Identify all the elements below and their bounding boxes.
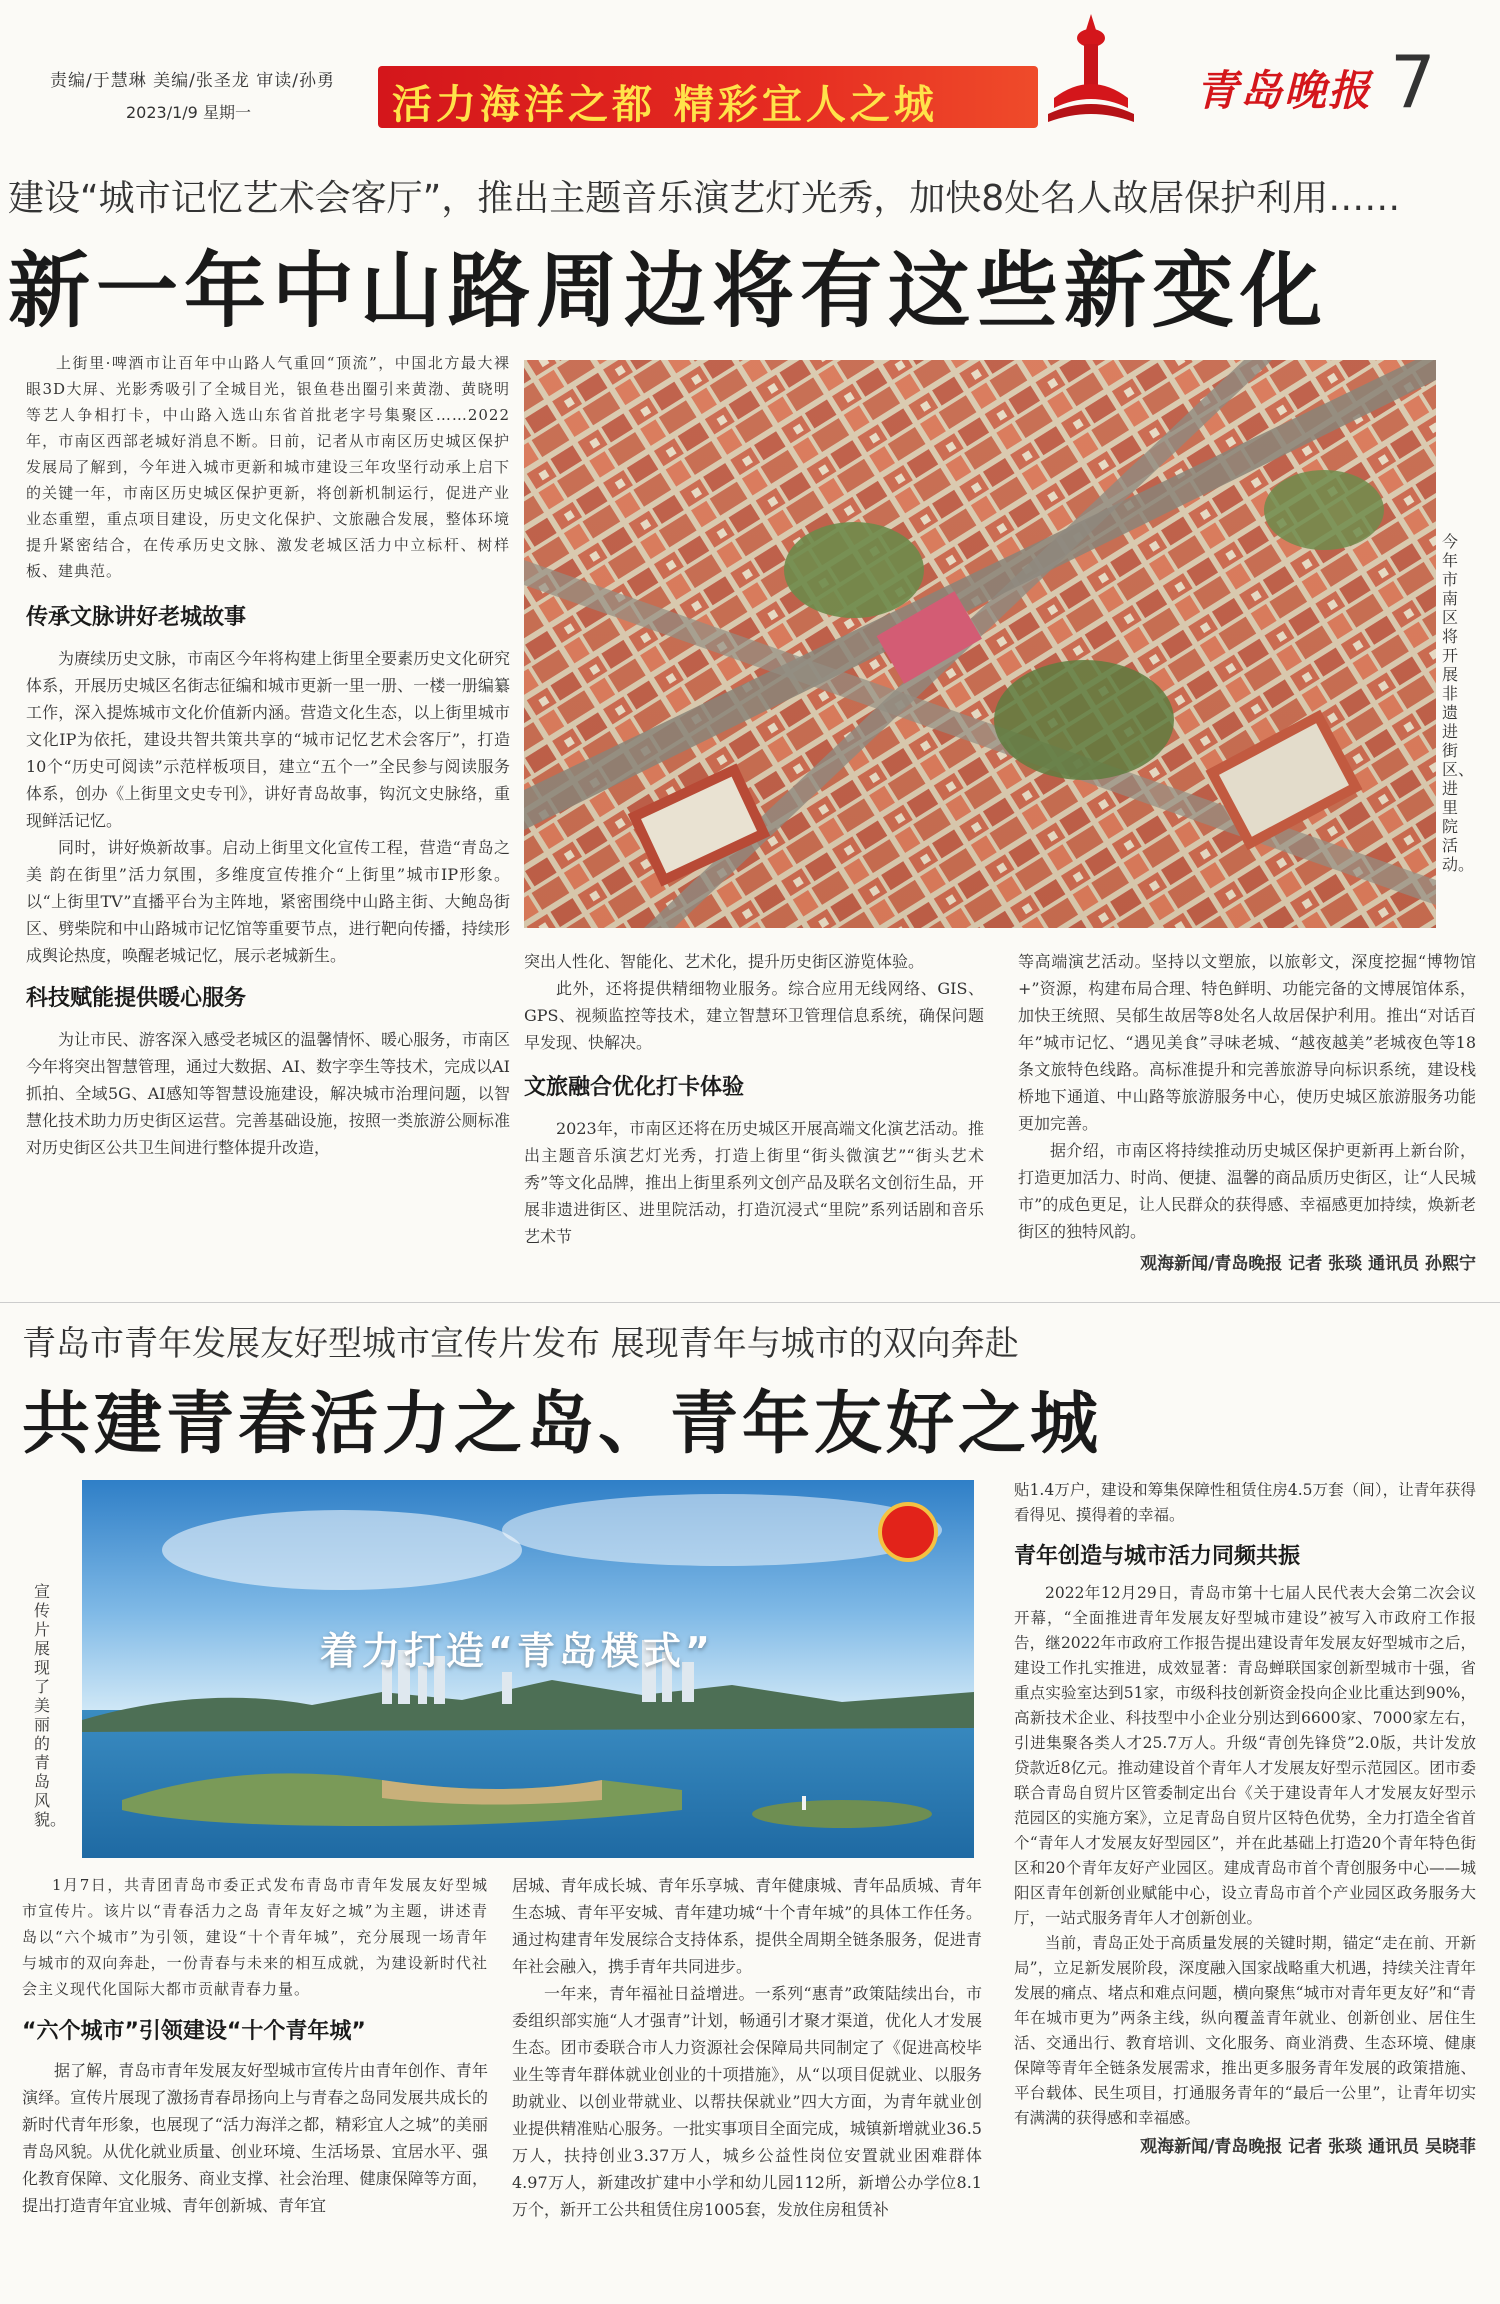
- article2-paragraph: 据了解，青岛市青年发展友好型城市宣传片由青年创作、青年演绎。宣传片展现了激扬青春昂扬向上与青春之岛同发展共成长的新时代青年形象，也展现了“活力海洋之都，精彩宜人之城”的美丽青岛风貌。从优化就业质量、创业环境、生活场景、宜居水平、强化教育保障、文化服务、商业支撑、社会治理、健康保障等方面，提出打造青年宜业城、青年创新城、青年宜: [22, 2061, 488, 2215]
- article1-column-3: [1018, 948, 1476, 1278]
- article2-subhead-2: 青年创造与城市活力同频共振: [1014, 1544, 1301, 1569]
- article2-paragraph: 居城、青年成长城、青年乐享城、青年健康城、青年品质城、青年生态城、青年平安城、青年建功城“十个青年城”的具体工作任务。通过构建青年发展综合支持体系，提供全周期全链条服务，促进青年社会融入，携手青年共同进步。: [512, 1876, 982, 1976]
- article1-paragraph: 为赓续历史文脉，市南区今年将构建上街里全要素历史文化研究体系，开展历史城区名街志征编和城市更新一里一册、一楼一册编纂工作，深入提炼城市文化价值新内涵。营造文化生态，以上街里城市文化IP为依托，建设共智共策共享的“城市记忆艺术会客厅”，打造10个“历史可阅读”示范样板项目，建立“五个一”全民参与阅读服务体系，创办《上街里文史专刊》，讲好青岛故事，钩沉文史脉络，重现鲜活记忆。: [26, 649, 510, 830]
- aerial-city-photo: [524, 360, 1436, 928]
- article1-paragraph: 此外，还将提供精细物业服务。综合应用无线网络、GIS、GPS、视频监控等技术，建立智慧环卫管理信息系统，确保问题早发现、快解决。: [524, 979, 984, 1052]
- aerial-photo-caption: 今年市南区将开展非遗进街区、进里院活动。: [1442, 532, 1475, 874]
- article2-column-1: [22, 1872, 488, 2219]
- article2-column-3: [1014, 1478, 1476, 2160]
- article1-paragraph: 2023年，市南区还将在历史城区开展高端文化演艺活动。推出主题音乐演艺灯光秀，打造上街里“街头微演艺”“街头艺术秀”等文化品牌，推出上街里系列文创产品及联名文创衍生品，开展非遗进街区、进里院活动，打造沉浸式“里院”系列话剧和音乐艺术节: [524, 1119, 984, 1246]
- article1-paragraph: 为让市民、游客深入感受老城区的温馨情怀、暖心服务，市南区今年将突出智慧管理，通过大数据、AI、数字孪生等技术，完成以AI抓拍、全域5G、AI感知等智慧设施建设，解决城市治理问题，以智慧化技术助力历史街区运营。完善基础设施，按照一类旅游公厕标准对历史街区公共卫生间进行整体提升改造，: [26, 1030, 510, 1157]
- article1-paragraph: 同时，讲好焕新故事。启动上街里文化宣传工程，营造“青岛之美 韵在街里”活力氛围，多维度宣传推介“上街里”城市IP形象。以“上街里TV”直播平台为主阵地，紧密围绕中山路主街、大鲍岛街区、劈柴院和中山路城市记忆馆等重要节点，进行靶向传播，持续形成舆论热度，唤醒老城记忆，展示老城新生。: [26, 838, 510, 965]
- article1-subhead-1: 传承文脉讲好老城故事: [26, 605, 247, 630]
- article1-kicker: 建设“城市记忆艺术会客厅”，推出主题音乐演艺灯光秀，加快8处名人故居保护利用……: [8, 178, 1401, 219]
- editor-credits: 责编/于慧琳 美编/张圣龙 审读/孙勇: [50, 71, 335, 91]
- article1-paragraph: 等高端演艺活动。坚持以文塑旅，以旅彰文，深度挖掘“博物馆+”资源，构建布局合理、特色鲜明、功能完备的文博展馆体系，加快王统照、吴郁生故居等8处名人故居保护利用。推出“对话百年”城市记忆、“遇见美食”寻味老城、“越夜越美”老城夜色等18条文旅特色线路。高标准提升和完善旅游导向标识系统，建设栈桥地下通道、中山路等旅游服务中心，使历史城区旅游服务功能更加完善。: [1018, 952, 1476, 1133]
- article1-headline: 新一年中山路周边将有这些新变化: [8, 244, 1329, 339]
- article1-lead: 上街里·啤酒市让百年中山路人气重回“顶流”，中国北方最大裸眼3D大屏、光影秀吸引了全城目光，银鱼巷出圈引来黄渤、黄晓明等艺人争相打卡，中山路入选山东省首批老字号集聚区……2022年，市南区西部老城好消息不断。日前，记者从市南区历史城区保护发展局了解到，今年进入城市更新和城市建设三年攻坚行动承上启下的关键一年，市南区历史城区保护更新，将创新机制运行，促进产业业态重塑，重点项目建设，历史文化保护、文旅融合发展，整体环境提升紧密结合，在传承历史文脉、激发老城区活力中立标杆、树样板、建典范。: [26, 354, 510, 580]
- article2-column-2: [512, 1872, 982, 2223]
- article1-column-2: [524, 948, 984, 1250]
- issue-date: 2023/1/9 星期一: [126, 103, 251, 122]
- photo-slogan: 着力打造“青岛模式”: [320, 1629, 714, 1673]
- article2-kicker: 青岛市青年发展友好型城市宣传片发布 展现青年与城市的双向奔赴: [22, 1324, 1019, 1364]
- aerial-city-illustration: [524, 360, 1436, 928]
- tower-logo-icon: [1046, 10, 1136, 130]
- newspaper-name: 青岛晚报: [1196, 66, 1373, 115]
- article2-paragraph: 当前，青岛正处于高质量发展的关键时期，锚定“走在前、开新局”，立足新发展阶段，深度融入国家战略重大机遇，持续关注青年发展的痛点、堵点和难点问题，横向聚焦“城市对青年更友好”和“青年在城市更为”两条主线，纵向覆盖青年就业、创新创业、居住生活、交通出行、教育培训、文化服务、商业消费、生态环境、健康保障等青年全链条发展需求，推出更多服务青年发展的政策措施、平台载体、民生项目，打通服务青年的“最后一公里”，让青年切实有满满的获得感和幸福感。: [1014, 1934, 1476, 2127]
- article2-lead: 1月7日，共青团青岛市委正式发布青岛市青年发展友好型城市宣传片。该片以“青春活力之岛 青年友好之城”为主题，讲述青岛以“六个城市”为引领，建设“十个青年城”，充分展现一场青年与城市的双向奔赴，一份青春与未来的相互成就，为建设新时代社会主义现代化国际大都市贡献青春力量。: [22, 1876, 488, 1998]
- article1-paragraph: 突出人性化、智能化、艺术化，提升历史街区游览体验。: [524, 952, 925, 971]
- article1-paragraph: 据介绍，市南区将持续推动历史城区保护更新再上新台阶，打造更加活力、时尚、便捷、温馨的商品质历史街区，让“人民城市”的成色更足，让人民群众的获得感、幸福感更加持续，焕新老街区的独特风韵。: [1018, 1141, 1476, 1241]
- article2-headline: 共建青春活力之岛、青年友好之城: [22, 1385, 1103, 1464]
- youth-league-emblem-icon: [878, 1502, 938, 1562]
- article2-paragraph: 一年来，青年福祉日益增进。一系列“惠青”政策陆续出台，市委组织部实施“人才强青”计划，畅通引才聚才渠道，优化人才发展生态。团市委联合市人力资源社会保障局共同制定了《促进高校毕业生等青年群体就业创业的十项措施》，从“以项目促就业、以服务助就业、以创业带就业、以帮扶保就业”四大方面，为青年就业创业提供精准贴心服务。一批实事项目全面完成，城镇新增就业36.5万人，扶持创业3.37万人，城乡公益性岗位安置就业困难群体4.97万人，新建改扩建中小学和幼儿园112所，新增公办学位8.1万个，新开工公共租赁住房1005套，发放住房租赁补: [512, 1984, 982, 2219]
- section-divider: [0, 1302, 1500, 1303]
- article2-paragraph: 2022年12月29日，青岛市第十七届人民代表大会第二次会议开幕，“全面推进青年发展友好型城市建设”被写入市政府工作报告，继2022年市政府工作报告提出建设青年发展友好型城市之后，建设工作扎实推进，成效显著：青岛蝉联国家创新型城市十强，省重点实验室达到51家，市级科技创新资金投向企业比重达到90%，高新技术企业、科技型中小企业分别达到6600家、7000家左右，引进集聚各类人才25.7万人。升级“青创先锋贷”2.0版，共计发放贷款近8亿元。推动建设首个青年人才发展友好型示范园区。团市委联合青岛自贸片区管委制定出台《关于建设青年人才发展友好型示范园区的实施方案》，立足青岛自贸片区特色优势，全力打造全省首个“青年人才发展友好型园区”，并在此基础上打造20个青年特色街区和20个青年友好产业园区。建成青岛市首个青创服务中心——城阳区青年创新创业赋能中心，设立青岛市首个产业园区政务服务大厅，一站式服务青年人才创新创业。: [1014, 1584, 1476, 1927]
- article1-column-1: [26, 350, 510, 1161]
- article2-byline: 观海新闻/青岛晚报 记者 张琰 通讯员 吴晓菲: [1140, 2137, 1476, 2157]
- article1-subhead-2: 科技赋能提供暖心服务: [26, 986, 247, 1011]
- scenery-photo-caption: 宣传片展现了美丽的青岛风貌。: [34, 1582, 67, 1829]
- page-number: 7: [1390, 40, 1436, 124]
- article1-subhead-3: 文旅融合优化打卡体验: [524, 1075, 745, 1100]
- article2-subhead-1: “六个城市”引领建设“十个青年城”: [22, 2019, 366, 2044]
- slogan-banner-text: 活力海洋之都 精彩宜人之城: [392, 82, 938, 128]
- article1-byline: 观海新闻/青岛晚报 记者 张琰 通讯员 孙熙宁: [1140, 1254, 1476, 1274]
- article2-paragraph: 贴1.4万户，建设和筹集保障性租赁住房4.5万套（间），让青年获得看得见、摸得着的幸福。: [1014, 1481, 1476, 1524]
